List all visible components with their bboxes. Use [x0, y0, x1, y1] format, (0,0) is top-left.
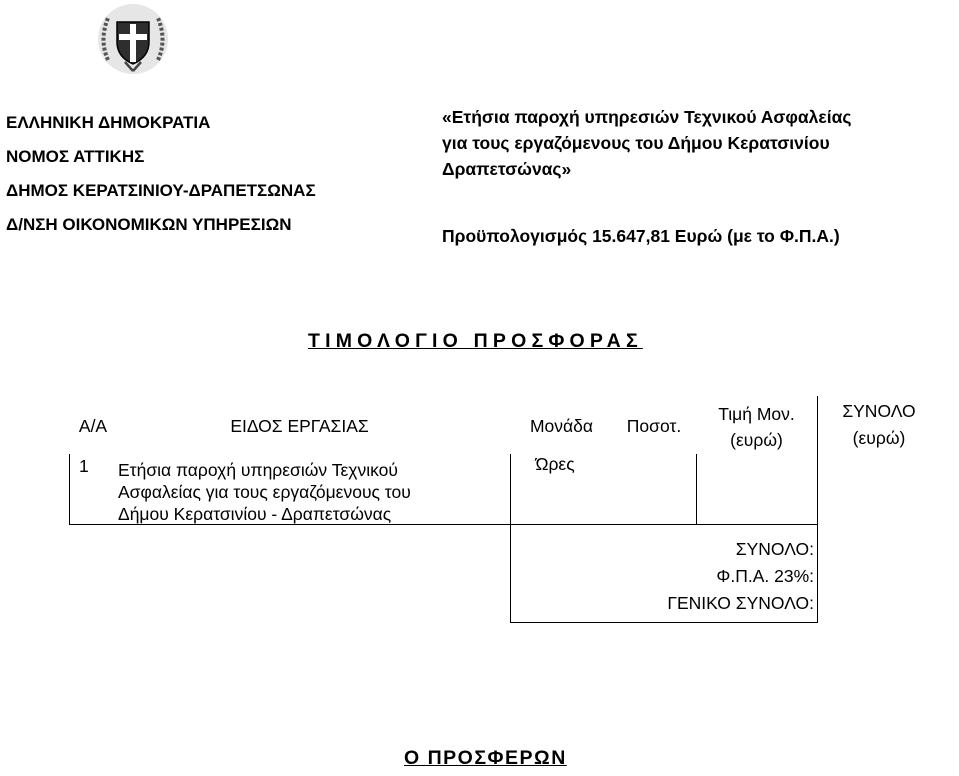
column-header-unit-price-line: (ευρώ)	[730, 430, 783, 450]
authority-line: ΝΟΜΟΣ ΑΤΤΙΚΗΣ	[6, 147, 145, 166]
column-header-total	[818, 398, 940, 452]
subject-line: Δραπετσώνας»	[442, 159, 572, 179]
price-offer-table	[69, 396, 958, 624]
column-header-aa: Α/Α	[78, 416, 108, 436]
subject-line: για τους εργαζόμενους του Δήμου Κερατσινίου	[442, 133, 830, 153]
description-line: Δήμου Κερατσινίου - Δραπετσώνας	[118, 504, 392, 524]
column-header-total-line: (ευρώ)	[852, 428, 906, 448]
vat-label: Φ.Π.Α. 23%:	[716, 566, 814, 586]
greek-state-seal	[96, 2, 170, 76]
document-title: ΤΙΜΟΛΟΓΙΟ ΠΡΟΣΦΟΡΑΣ	[308, 330, 643, 352]
column-header-unit: Μονάδα	[529, 416, 594, 436]
table-border	[510, 524, 818, 525]
service-subject	[442, 104, 942, 182]
grand-total-label: ΓΕΝΙΚΟ ΣΥΝΟΛΟ:	[667, 593, 814, 613]
description-line: Ασφαλείας για τους εργαζόμενους του	[118, 482, 411, 502]
description-line: Ετήσια παροχή υπηρεσιών Τεχνικού	[118, 460, 398, 480]
column-header-unit-price	[696, 401, 817, 453]
column-header-description: ΕΙΔΟΣ ΕΡΓΑΣΙΑΣ	[230, 416, 369, 436]
authority-line: ΔΗΜΟΣ ΚΕΡΑΤΣΙΝΙΟΥ-ΔΡΑΠΕΤΣΩΝΑΣ	[6, 181, 316, 200]
subject-line: «Ετήσια παροχή υπηρεσιών Τεχνικού Ασφαλείας	[442, 107, 852, 127]
table-border	[696, 454, 697, 525]
authority-line: Δ/ΝΣΗ ΟΙΚΟΝΟΜΙΚΩΝ ΥΠΗΡΕΣΙΩΝ	[6, 215, 292, 234]
table-row-aa: 1	[79, 456, 89, 476]
table-row-unit: Ώρες	[535, 454, 575, 474]
subtotal-label: ΣΥΝΟΛΟ:	[735, 539, 814, 559]
table-border	[69, 454, 70, 525]
offeror-signature-label: Ο ΠΡΟΣΦΕΡΩΝ	[404, 747, 567, 769]
column-header-quantity: Ποσοτ.	[626, 416, 682, 436]
column-header-total-line: ΣΥΝΟΛΟ	[842, 401, 916, 421]
budget-line: Προϋπολογισμός 15.647,81 Ευρώ (με το Φ.Π.Α.)	[442, 226, 840, 246]
table-border	[510, 622, 818, 623]
column-header-unit-price-line: Τιμή Μον.	[718, 404, 795, 424]
authority-line: ΕΛΛΗΝΙΚΗ ΔΗΜΟΚΡΑΤΙΑ	[6, 113, 211, 132]
issuing-authority	[6, 106, 316, 242]
table-row-description	[118, 459, 508, 525]
